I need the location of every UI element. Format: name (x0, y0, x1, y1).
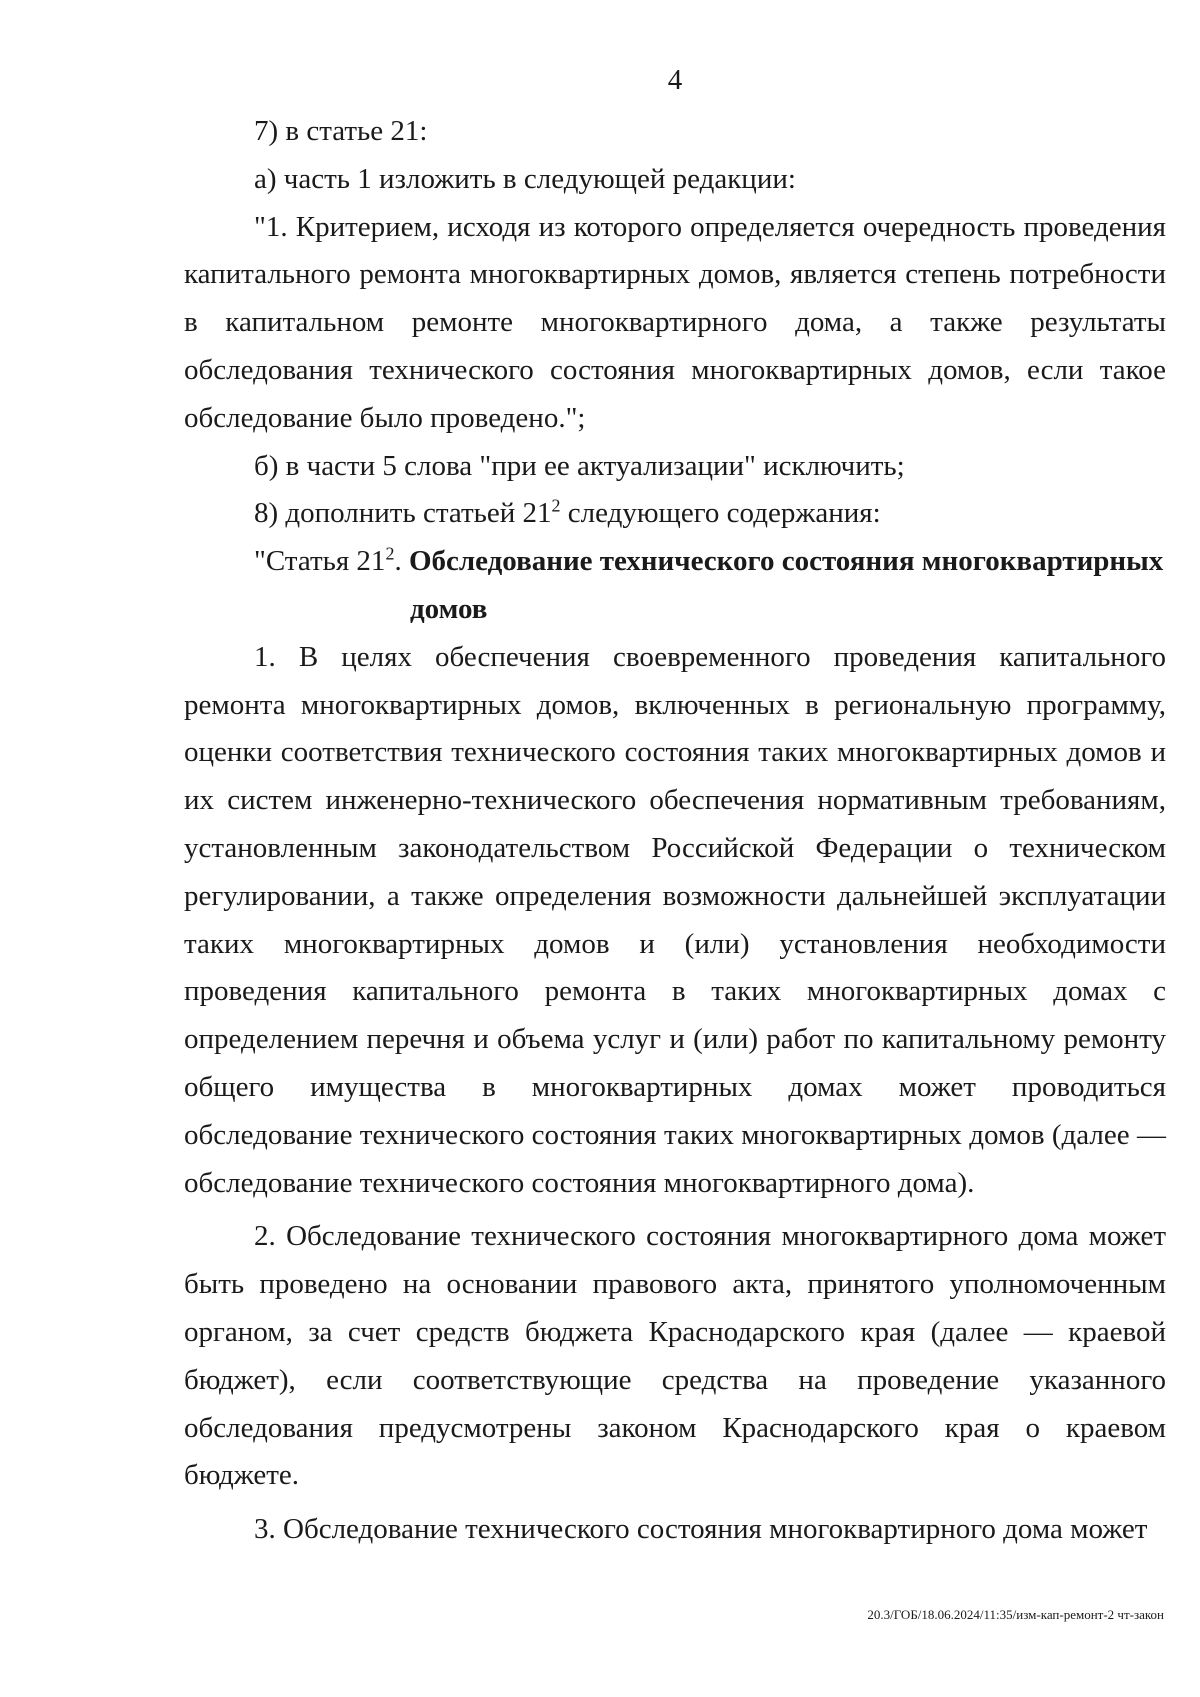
item-8-text-end: следующего содержания: (560, 497, 881, 530)
article-number: "Статья 21 (254, 545, 386, 578)
document-footer-code: 20.3/ГОБ/18.06.2024/11:35/изм-кап-ремонт-2 чт-закон (867, 1607, 1164, 1622)
article-title: Обследование технического состояния многоквартирных (408, 545, 1164, 578)
item-7: 7) в статье 21: (254, 115, 428, 147)
criterion-paragraph: "1. Критерием, исходя из которого определяется очередность проведения капитального ремонта многоквартирных домов, является степень потребности в капитальном ремонте многоквартирного дома, а также результаты обследования технического состояния многоквартирных домов, если такое обследование было проведено."; (184, 210, 1166, 434)
item-a: а) часть 1 изложить в следующей редакции: (254, 162, 796, 195)
paragraph-2: 2. Обследование технического состояния многоквартирного дома может быть проведено на основании правового акта, принятого уполномоченным органом, за счет средств бюджета Краснодарского края (далее — краевой бюджет), если соответствующие средства на проведение указанного обследования предусмотрены законом Краснодарского края о краевом бюджете. (184, 1220, 1166, 1492)
item-8 (184, 490, 1166, 538)
document-body (184, 108, 1166, 1554)
article-dot: . (394, 545, 409, 578)
paragraph-3: 3. Обследование технического состояния многоквартирного дома может (254, 1513, 1148, 1546)
item-8-superscript: 2 (551, 495, 561, 516)
item-b: б) в части 5 слова "при ее актуализации" исключить; (254, 449, 905, 482)
paragraph-1: 1. В целях обеспечения своевременного проведения капитального ремонта многоквартирных домов, включенных в региональную программу, оценки соответствия технического состояния таких многоквартирных домов и их систем инженерно-технического обеспечения нормативным требованиям, установленным законодательством Российской Федерации о техническом регулировании, а также определения возможности дальнейшей эксплуатации таких многоквартирных домов и (или) установления необходимости проведения капитального ремонта в таких многоквартирных домах с определением перечня и объема услуг и (или) работ по капитальному ремонту общего имущества в многоквартирных домах может проводиться обследование технического состояния таких многоквартирных домов (далее — обследование технического состояния многоквартирного дома). (184, 640, 1166, 1199)
page-number: 4 (667, 64, 683, 96)
article-title-continued: домов (410, 592, 488, 625)
article-superscript: 2 (385, 543, 395, 564)
item-8-text: 8) дополнить статьей 21 (254, 497, 552, 530)
article-heading (184, 538, 1166, 634)
